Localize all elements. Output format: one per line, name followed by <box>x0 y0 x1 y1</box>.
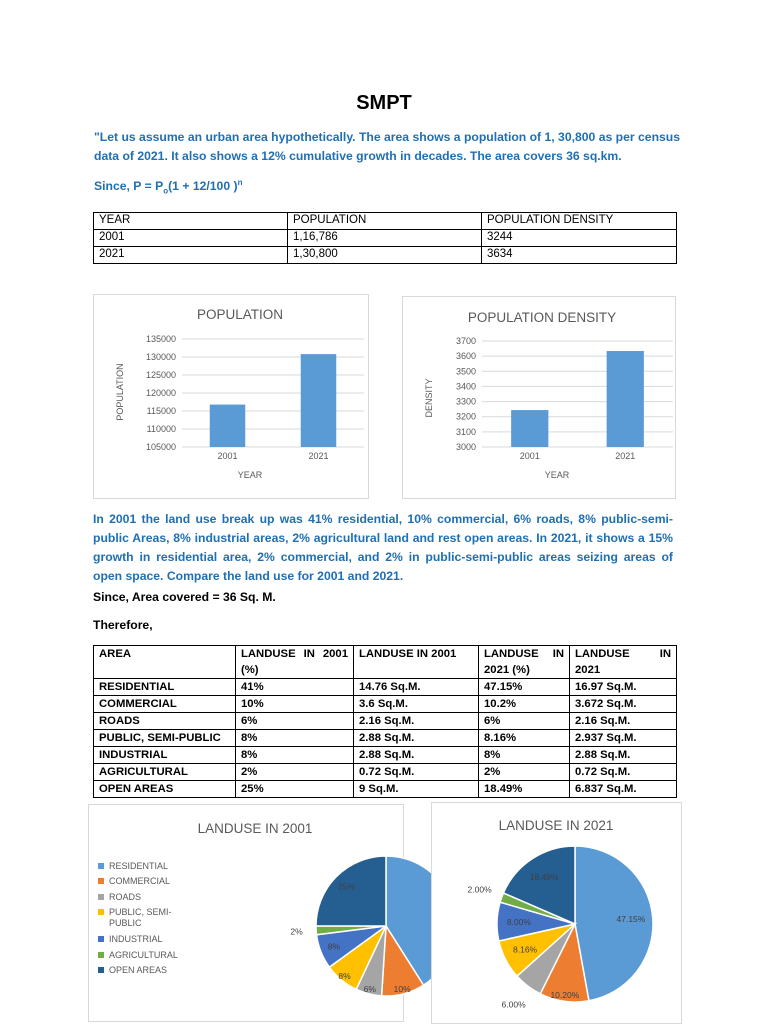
table-cell: 2% <box>236 764 354 781</box>
table-header: LANDUSE IN 2001 (%) <box>236 646 354 679</box>
table-cell: 25% <box>236 781 354 798</box>
y-tick-label: 115000 <box>146 406 176 416</box>
table-row <box>94 696 677 713</box>
table-cell: 2021 <box>94 247 288 264</box>
population-density-chart-svg <box>403 297 675 498</box>
legend-label: AGRICULTURAL <box>109 950 178 960</box>
y-tick-label: 130000 <box>145 352 176 362</box>
pie-data-label: 47.15% <box>616 913 646 924</box>
table-cell: 41% <box>236 679 354 696</box>
therefore-text: Therefore, <box>93 618 153 632</box>
pie-data-label: 25% <box>337 881 355 892</box>
legend-swatch <box>98 894 104 900</box>
table-cell: 0.72 Sq.M. <box>354 764 479 781</box>
landuse-2001-svg <box>89 805 411 1021</box>
pie-data-label: 6% <box>363 984 376 995</box>
legend-label: INDUSTRIAL <box>109 934 163 944</box>
table-row <box>94 747 677 764</box>
table-row <box>94 730 677 747</box>
pie-data-label: 8.16% <box>513 944 538 955</box>
table-cell: 8% <box>236 747 354 764</box>
table-cell: 10% <box>236 696 354 713</box>
table-header: AREA <box>94 646 236 679</box>
formula <box>94 173 242 201</box>
table-cell: 10.2% <box>479 696 570 713</box>
table-row <box>94 713 677 730</box>
formula-sup: n <box>237 178 243 187</box>
landuse-2001-chart <box>88 804 411 1022</box>
y-tick-label: 105000 <box>145 442 176 452</box>
table-cell: 14.76 Sq.M. <box>354 679 479 696</box>
pie-data-label: 10.20% <box>550 990 580 1001</box>
table-row <box>94 230 677 247</box>
legend-swatch <box>98 936 104 942</box>
population-chart <box>93 294 369 499</box>
pie-data-label: 18.49% <box>529 872 559 883</box>
pie-data-label: 10% <box>393 984 411 995</box>
table-cell: 47.15% <box>479 679 570 696</box>
y-axis-label: POPULATION <box>115 363 125 421</box>
table-cell: 16.97 Sq.M. <box>570 679 677 696</box>
legend-label: RESIDENTIAL <box>109 861 169 871</box>
table-header: LANDUSE IN 2021 (%) <box>479 646 570 679</box>
x-tick-label: 2001 <box>217 451 238 461</box>
table-header-row <box>94 213 677 230</box>
table-cell: 2.16 Sq.M. <box>354 713 479 730</box>
table-cell: 1,16,786 <box>288 230 482 247</box>
table-cell: 8% <box>479 747 570 764</box>
table-row <box>94 679 677 696</box>
table-cell: 1,30,800 <box>288 247 482 264</box>
population-table <box>93 212 677 264</box>
table-header: LANDUSE IN 2001 <box>354 646 479 679</box>
table-cell: RESIDENTIAL <box>94 679 236 696</box>
bar <box>301 354 336 447</box>
table-header: LANDUSE IN 2021 <box>570 646 677 679</box>
bar <box>607 351 644 447</box>
table-cell: 2.16 Sq.M. <box>570 713 677 730</box>
y-tick-label: 125000 <box>145 370 176 380</box>
x-tick-label: 2021 <box>308 451 329 461</box>
legend-swatch <box>98 967 104 973</box>
table-cell: COMMERCIAL <box>94 696 236 713</box>
y-tick-label: 3000 <box>455 442 476 452</box>
y-tick-label: 120000 <box>145 388 176 398</box>
pie-data-label: 2.00% <box>467 884 492 895</box>
y-tick-label: 3100 <box>455 426 476 437</box>
pie-data-label: 2% <box>290 926 303 937</box>
pie-data-label: 6.00% <box>501 999 526 1010</box>
table-cell: ROADS <box>94 713 236 730</box>
area-statement: Since, Area covered = 36 Sq. M. <box>93 590 276 604</box>
table-cell: 6% <box>236 713 354 730</box>
y-tick-label: 3700 <box>455 336 476 346</box>
table-cell: 2.88 Sq.M. <box>354 730 479 747</box>
table-cell: 3244 <box>482 230 677 247</box>
table-cell: 3.672 Sq.M. <box>570 696 677 713</box>
table-cell: 8.16% <box>479 730 570 747</box>
legend-label: PUBLIC, SEMI-PUBLIC <box>109 907 172 928</box>
y-tick-label: 110000 <box>146 424 176 434</box>
x-axis-label: YEAR <box>237 470 263 480</box>
landuse-2021-chart <box>431 802 682 1024</box>
chart-title: POPULATION DENSITY <box>467 310 617 325</box>
x-axis-label: YEAR <box>544 470 570 480</box>
population-density-chart <box>402 296 676 499</box>
table-cell: 9 Sq.M. <box>354 781 479 798</box>
legend-swatch <box>98 909 104 915</box>
legend-swatch <box>98 952 104 958</box>
chart-title: LANDUSE IN 2021 <box>498 818 614 833</box>
pie-data-label: 8.00% <box>506 917 531 928</box>
y-tick-label: 3600 <box>455 351 476 362</box>
table-row <box>94 764 677 781</box>
table-row <box>94 781 677 798</box>
y-tick-label: 135000 <box>145 334 176 344</box>
table-cell: 18.49% <box>479 781 570 798</box>
x-tick-label: 2021 <box>615 451 636 461</box>
table-header: POPULATION DENSITY <box>482 213 677 230</box>
bar <box>210 405 245 447</box>
landuse-paragraph: In 2001 the land use break up was 41% residential, 10% commercial, 6% roads, 8% public-semi-public Areas, 8% industrial areas, 2% agricultural land and rest open areas. In 2021, it shows a 15% growth in residential area, 2% commercial, and 2% in public-semi-public areas seizing areas of open space. Compare the land use for 2001 and 2021. <box>93 512 673 583</box>
formula-middle: (1 + 12/100 ) <box>168 179 238 194</box>
table-row <box>94 247 677 264</box>
legend-swatch <box>98 878 104 884</box>
y-tick-label: 3300 <box>455 396 476 407</box>
table-cell: 3.6 Sq.M. <box>354 696 479 713</box>
table-cell: 0.72 Sq.M. <box>570 764 677 781</box>
table-cell: 3634 <box>482 247 677 264</box>
pie-data-label: 8% <box>327 941 341 952</box>
table-header-row <box>94 646 677 679</box>
y-tick-label: 3400 <box>455 381 476 392</box>
legend-label: OPEN AREAS <box>109 965 168 975</box>
table-cell: 8% <box>236 730 354 747</box>
legend-label: ROADS <box>109 892 142 902</box>
table-cell: 6% <box>479 713 570 730</box>
landuse-2021-svg <box>432 803 681 1023</box>
table-header: POPULATION <box>288 213 482 230</box>
legend-label: COMMERCIAL <box>109 876 171 886</box>
table-cell: 2% <box>479 764 570 781</box>
x-tick-label: 2001 <box>519 451 540 461</box>
table-cell: 2.88 Sq.M. <box>354 747 479 764</box>
legend-swatch <box>98 863 104 869</box>
intro-text: "Let us assume an urban area hypothetically. The area shows a population of 1, 30,800 as per census data of 2021. It also shows a 12% cumulative growth in decades. The area covers 36 sq.km. <box>94 130 681 163</box>
y-tick-label: 3200 <box>455 411 476 422</box>
population-chart-svg <box>94 295 368 498</box>
table-cell: PUBLIC, SEMI-PUBLIC <box>94 730 236 747</box>
table-cell: OPEN AREAS <box>94 781 236 798</box>
table-cell: 2.937 Sq.M. <box>570 730 677 747</box>
chart-title: LANDUSE IN 2001 <box>197 821 313 836</box>
y-tick-label: 3500 <box>455 366 476 377</box>
y-axis-label: DENSITY <box>424 378 434 418</box>
bar <box>511 410 548 447</box>
table-cell: 6.837 Sq.M. <box>570 781 677 798</box>
table-cell: 2.88 Sq.M. <box>570 747 677 764</box>
chart-title: POPULATION <box>196 307 284 322</box>
pie-data-label: 8% <box>338 971 351 982</box>
formula-sub: o <box>163 186 169 196</box>
table-cell: INDUSTRIAL <box>94 747 236 764</box>
landuse-table <box>93 645 677 798</box>
page-title: SMPT <box>356 92 412 114</box>
table-cell: AGRICULTURAL <box>94 764 236 781</box>
table-cell: 2001 <box>94 230 288 247</box>
formula-prefix: Since, P = P <box>94 179 164 194</box>
table-header: YEAR <box>94 213 288 230</box>
